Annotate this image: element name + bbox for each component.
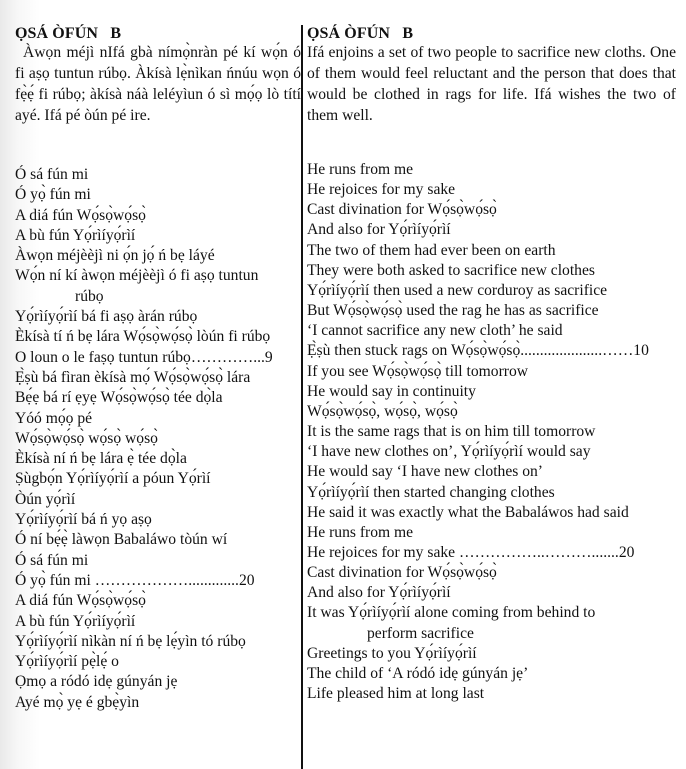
verse-line: Èkísà tí ń bẹ lára Wọ́sọ̀wọ́sọ̀ lòún fi rúbọ — [15, 328, 271, 346]
yoruba-intro-text: Àwọn méjì nIfá gbà nímọ̀nràn pé kí wọ́n ó fi aṣọ tuntun rúbọ. Àkísà lẹ̀nìkan ńnúu wọn ó fẹ̀ẹ́ fi rúbọ; àkísà náà leléyìun ó sì mọ́ọ lò títí ayé. Ifá pé òún pé ire. — [15, 44, 301, 124]
verse-line: Ó sá fún mi — [15, 166, 89, 183]
verse-line: A diá fún Wọ́sọ̀wọ́sọ̀ — [15, 206, 146, 224]
verse-line: ‘I have new clothes on’, Yọ́rìíyọ́rìí would say — [307, 443, 591, 461]
verse-line: Bẹ́ẹ bá rí ẹyẹ Wọ́sọ̀wọ́sọ̀ tée dọ̀la — [15, 389, 223, 407]
verse-line: Yọ́rìíyọ́rìí bá ń yọ aṣọ — [15, 511, 152, 529]
verse-line: A bù fún Yọ́rìíyọ́rìí — [15, 612, 136, 630]
verse-line: O loun o le faṣọ tuntun rúbọ…………...9 — [15, 348, 273, 366]
english-intro-text: Ifá enjoins a set of two people to sacrifice new cloths. One of them would feel reluctant and the person that does that would be clothed in rags for life. Ifá wishes the two of them well. — [307, 44, 676, 124]
verse-line: Ẹ̀ṣù bá fìran èkísà mọ́ Wọ́sọ̀wọ́sọ̀ lára — [15, 368, 251, 386]
verse-line: He runs from me — [307, 523, 414, 541]
verse-line: He rejoices for my sake — [307, 181, 456, 199]
english-intro — [307, 42, 676, 126]
verse-line: Ó yọ̀ fún mi ……………….............20 — [15, 571, 255, 589]
verse-line: Ẹ̀ṣù then stuck rags on Wọ́sọ̀wọ́sọ̀.....................……10 — [307, 342, 649, 360]
verse-line-continuation: perform sacrifice — [367, 624, 474, 642]
verse-line: Yọ́rìíyọ́rìí then used a new corduroy as sacrifice — [307, 281, 608, 299]
verse-line: The child of ‘A ródó idẹ gúnyán jẹ’ — [307, 664, 529, 682]
verse-line: Wọ́n ní kí àwọn méjèèjì ó fi aṣọ tuntun — [15, 267, 259, 285]
verse-line: The two of them had ever been on earth — [307, 241, 556, 259]
verse-line: They were both asked to sacrifice new clothes — [307, 261, 595, 279]
english-verse — [307, 160, 679, 704]
verse-line: Yọ́rìíyọ́rìí then started changing clothes — [307, 483, 555, 501]
verse-line: And also for Yọ́rìíyọ́rìí — [307, 584, 451, 602]
verse-line: Àwọn méjèèjì ni ọ́n jọ́ ń bẹ láyé — [15, 247, 215, 265]
verse-line: It was Yọ́rìíyọ́rìí alone coming from behind to — [307, 604, 596, 622]
verse-line: And also for Yọ́rìíyọ́rìí — [307, 221, 451, 239]
verse-line: It is the same rags that is on him till tomorrow — [307, 423, 596, 441]
verse-line: Cast divination for Wọ́sọ̀wọ́sọ̀ — [307, 564, 497, 582]
verse-line: Èkísà ní ń bẹ lára ẹ̀ tée dọ̀la — [15, 450, 187, 468]
verse-line: A bù fún Yọ́rìíyọ́rìí — [15, 226, 136, 244]
verse-line-continuation: rúbọ — [75, 287, 104, 305]
verse-line: Òún yọ́rìí — [15, 490, 76, 508]
verse-line: He rejoices for my sake ……………..……….......20 — [307, 543, 635, 561]
verse-line: Ṣùgbọ́n Yọ́rìíyọ́rìí a póun Yọ́rìí — [15, 470, 211, 488]
verse-line: He said it was exactly what the Babaláwos had said — [307, 503, 629, 521]
verse-line: Yọ́rìíyọ́rìí bá fi aṣọ àrán rúbọ — [15, 308, 198, 326]
english-heading: ỌSÁ ÒFÚN B — [307, 25, 414, 42]
verse-line: A diá fún Wọ́sọ̀wọ́sọ̀ — [15, 592, 146, 610]
verse-line: Yóó mọ́ọ pé — [15, 409, 93, 427]
verse-line: Greetings to you Yọ́rìíyọ́rìí — [307, 644, 477, 662]
verse-line: Ó ní bẹ́ẹ̀ làwọn Babaláwo tòún wí — [15, 531, 228, 549]
verse-line: ‘I cannot sacrifice any new cloth’ he said — [307, 322, 563, 340]
yoruba-heading: ỌSÁ ÒFÚN B — [15, 25, 122, 42]
verse-line: He would say in continuity — [307, 382, 476, 400]
verse-line: He runs from me — [307, 161, 414, 178]
yoruba-intro — [15, 42, 301, 126]
verse-line: But Wọ́sọ̀wọ́sọ̀ used the rag he has as sacrifice — [307, 302, 599, 320]
verse-line: Wọ́sọ̀wọ́sọ̀, wọ́sọ̀, wọ́sọ̀ — [307, 402, 458, 420]
verse-line: Wọ́sọ̀wọ́sọ̀ wọ́sọ̀ wọ́sọ̀ — [15, 429, 158, 447]
verse-line: Ó sá fún mi — [15, 551, 89, 569]
yoruba-verse — [15, 165, 310, 713]
verse-line: Ayé mọ̀ yẹ é gbẹ̀yìn — [15, 693, 140, 711]
verse-line: He would say ‘I have new clothes on’ — [307, 463, 544, 481]
verse-line: Yọ́rìíyọ́rìí pẹ̀lẹ́ o — [15, 653, 119, 671]
verse-line: Ọmọ a ródó idẹ gúnyán jẹ — [15, 673, 178, 691]
verse-line: Life pleased him at long last — [307, 685, 485, 703]
verse-line: Yọ́rìíyọ́rìí nìkàn ní ń bẹ lẹ́yìn tó rúbọ — [15, 632, 246, 650]
verse-line: Ó yọ̀ fún mi — [15, 186, 91, 204]
verse-line: If you see Wọ́sọ̀wọ́sọ̀ till tomorrow — [307, 362, 529, 380]
verse-line: Cast divination for Wọ́sọ̀wọ́sọ̀ — [307, 201, 497, 219]
